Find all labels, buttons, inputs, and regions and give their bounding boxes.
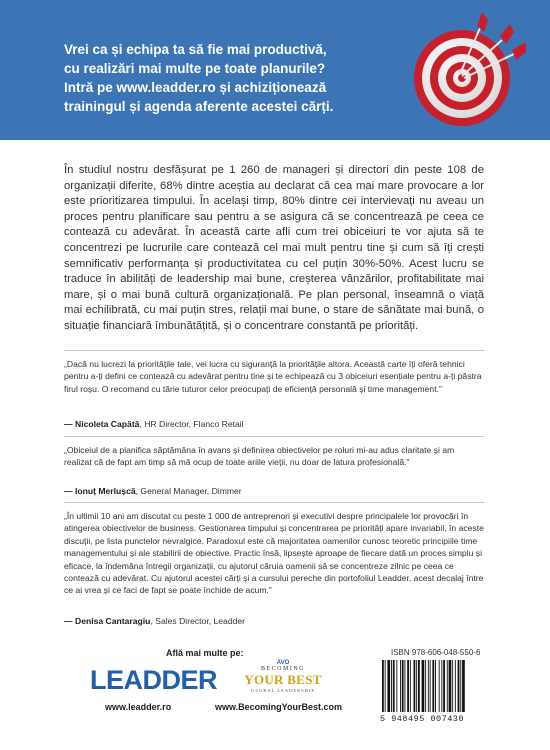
barcode-bar: [407, 660, 409, 712]
barcode-bar: [428, 660, 429, 712]
target-with-darts-icon: [410, 10, 540, 135]
barcode-bar: [410, 660, 411, 712]
barcode-bar: [396, 660, 397, 712]
logo-part: L: [90, 665, 106, 695]
barcode-bar: [447, 660, 448, 712]
barcode-bar: [443, 660, 445, 712]
publisher-mark: AVO: [276, 660, 290, 666]
leadder-logo: [90, 665, 217, 696]
testimonial-author: [64, 419, 244, 429]
barcode-bar: [441, 660, 442, 712]
promo-text: [64, 40, 364, 116]
barcode-bar: [393, 660, 395, 712]
barcode-bar: [416, 660, 417, 712]
barcode-bar: [385, 660, 386, 712]
barcode-bar: [458, 660, 460, 712]
book-description: În studiul nostru desfășurat pe 1 260 de manageri și directori din peste 108 de organizații diferite, 68% dintre aceștia au declarat că cea mai mare provocare a lor este prioritizarea timpului. În același timp, 80% dintre cei intervievați nu aveau un proces pentru planificare sau pentru a se asigura că se concentrează pe ceea ce contează cu adevărat. În această carte afli cum trei obiceiuri te vor ajuta să te concentrezi pe lucrurile care contează cel mai mult pentru tine și cum să îți crești semnificativ performanța și productivitatea cu cel puțin 30%-50%. Acest lucru se traduce în abilități de leadership mai bune, creșterea vânzărilor, profitabilitate mai mare, și o mai bună cultură organizațională. Pe plan personal, înseamnă o viață mai echilibrată, cu mai puțin stres, relații mai bune, o stare de sănătate mai bună, o situație financiară îmbunătățită, și o concentrare constantă pe priorități.: [64, 164, 484, 332]
author-name: — Denisa Cantaragiu: [64, 616, 151, 626]
barcode-bar: [391, 660, 392, 712]
barcode-bar: [414, 660, 416, 712]
logo-part: E: [106, 665, 124, 695]
barcode-bar: [387, 660, 390, 712]
barcode-bar: [439, 660, 440, 712]
divider: [64, 502, 484, 503]
barcode-bar: [425, 660, 426, 712]
promo-line: trainingul și agenda aferente acestei cărți.: [64, 99, 334, 114]
barcode-bar: [422, 660, 425, 712]
testimonial-author: [64, 616, 245, 626]
isbn: ISBN 978-606-048-550-6: [391, 648, 481, 657]
becoming-your-best-logo: [242, 660, 324, 693]
barcode-bar: [418, 660, 420, 712]
barcode-bar: [432, 660, 434, 712]
barcode-bar: [402, 660, 404, 712]
testimonial-text: „Obiceiul de a planifica săptămâna în avans și definirea obiectivelor pe roluri mi-au adus claritate și am realizat că de fapt am timp să mă ocup de toate ariile vieții, nu doar de latura profesională.”: [64, 445, 455, 468]
author-role: , General Manager, Dimmer: [135, 486, 242, 496]
promo-banner: [0, 0, 550, 140]
barcode-bar: [449, 660, 452, 712]
barcode-digits: 5 948495 007430: [380, 714, 465, 724]
author-role: , HR Director, Flanco Retail: [139, 419, 244, 429]
barcode-bar: [400, 660, 401, 712]
barcode-bar: [455, 660, 456, 712]
barcode: [380, 660, 492, 712]
logo-part: ADDER: [123, 665, 218, 695]
testimonial-text: „Dacă nu lucrezi la prioritățile tale, vei lucra cu siguranță la prioritățile altora. Această carte îți oferă tehnici pentru a-ți defini ce contează cu adevărat pentru tine și te echipează cu 3 obiceiuri esențiale pentru a-ți păstra firul roșu. O recomand cu tărie tuturor celor preocupați de eficiență personală și time management.”: [64, 359, 482, 394]
testimonial-author: [64, 486, 242, 496]
leadder-url[interactable]: www.leadder.ro: [105, 702, 172, 712]
barcode-bar: [452, 660, 453, 712]
testimonial-text: „În ultimii 10 ani am discutat cu peste 1 000 de antreprenori și executivi despre principalele lor provocări în atingerea obiectivelor de business. Gestionarea timpului și concentrarea pe priorități apare invariabil, în aceste discuții, pe lista punctelor nevralgice. Paradoxul este că majoritatea oamenilor cunosc teoretic principiile time managementului și ale stabilirii de obiective. Practic însă, lipsește aproape de fiecare dată un proces simplu și eficace, la îndemâna întregii organizații, cu ajutorul căruia oamenii să se concentreze zilnic pe ceea ce contează cu adevărat. Cu ajutorul acestei cărți și a cursului pereche din portofoliul Leadder, acest decalaj între ce ai vrea și ce faci de fapt se poate închide de acum.”: [64, 511, 484, 596]
barcode-bar: [430, 660, 431, 712]
divider: [64, 350, 484, 351]
becomingyourbest-url[interactable]: www.BecomingYourBest.com: [215, 702, 343, 712]
logo-your-best: YOUR BEST: [244, 672, 322, 687]
author-role: , Sales Director, Leadder: [150, 616, 246, 626]
divider: [64, 436, 484, 437]
promo-line: cu realizări mai multe pe toate planurile?: [64, 61, 326, 76]
promo-line: Intră pe www.leadder.ro și achiziționează: [64, 80, 327, 95]
promo-line: Vrei ca și echipa ta să fie mai productivă,: [64, 42, 327, 57]
barcode-bar: [405, 660, 406, 712]
author-name: — Ionuț Merlușcă: [64, 486, 136, 496]
learn-more-label: Află mai multe pe:: [166, 648, 244, 658]
barcode-bar: [462, 660, 465, 712]
logo-becoming: BECOMING: [260, 666, 305, 672]
barcode-bar: [435, 660, 436, 712]
barcode-bar: [382, 660, 384, 712]
author-name: — Nicoleta Capătă: [64, 419, 140, 429]
barcode-bar: [460, 660, 461, 712]
logo-global-leadership: GLOBAL LEADERSHIP: [251, 688, 315, 693]
